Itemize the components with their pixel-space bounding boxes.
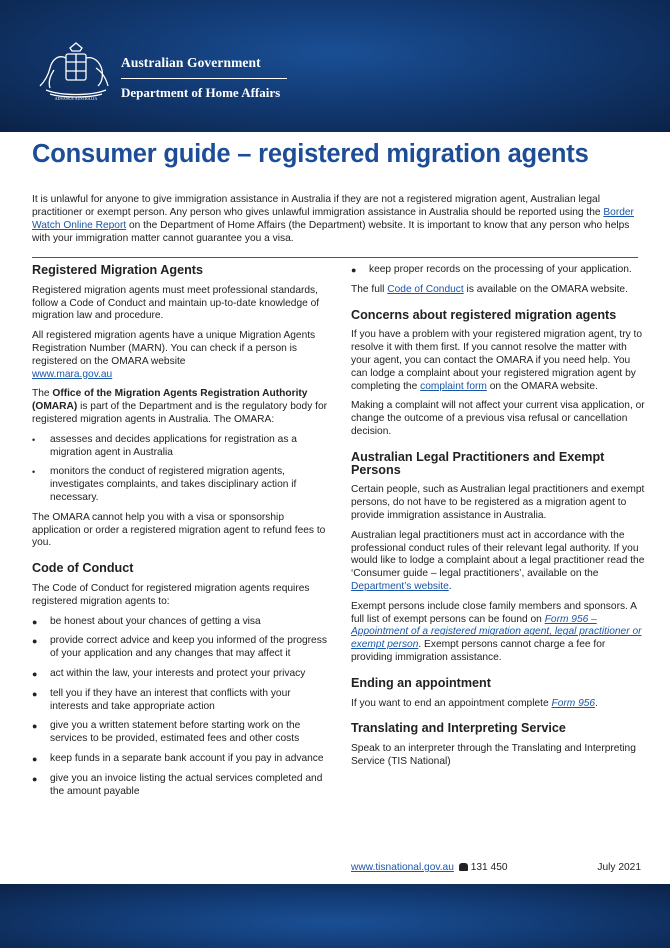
paragraph	[351, 530, 647, 594]
paragraph-text: The full	[351, 283, 388, 295]
paragraph: The Code of Conduct for registered migration agents requires registered migration agents to:	[32, 582, 310, 607]
list-item-text: act within the law, your interests and protect your privacy	[50, 667, 306, 679]
paragraph-text: .	[595, 697, 598, 709]
phone-icon	[459, 863, 468, 871]
intro-paragraph	[32, 193, 642, 245]
bullet-icon: ●	[32, 668, 38, 679]
list-item-text: keep proper records on the processing of your application.	[369, 264, 632, 275]
bullet-icon: ●	[32, 753, 38, 764]
tis-phone: 131 450	[470, 862, 508, 873]
government-wordmark	[121, 55, 287, 101]
paragraph-text: Exempt persons include close family members and sponsors. A full list of exempt persons can be found on	[351, 600, 637, 625]
paragraph: Registered migration agents must meet professional standards, follow a Code of Conduct and maintain up-to-date knowledge of migration law and procedure.	[32, 284, 320, 322]
page-footer	[0, 884, 670, 948]
section-divider	[32, 257, 638, 258]
list-item	[32, 668, 327, 681]
paragraph-text: on the OMARA website.	[486, 380, 598, 392]
paragraph	[32, 388, 327, 426]
bullet-icon: ●	[32, 688, 38, 699]
paragraph-text: Australian legal practitioners must act in accordance with the professional conduct rules of their relevant legal authority. If you would like to lodge a complaint about a legal practitioner read the ‘Consumer guide – legal practitioners’, available on the	[351, 529, 645, 580]
list-item	[32, 720, 327, 746]
paragraph	[351, 601, 647, 665]
bullet-icon: •	[32, 467, 36, 478]
paragraph: Certain people, such as Australian legal practitioners and exempt persons, do not have to be registered as a migration agent to provide immigration assistance in Australia.	[351, 484, 645, 521]
right-column	[351, 264, 647, 776]
paragraph-text: is available on the OMARA website.	[463, 283, 628, 295]
page-title: Consumer guide – registered migration agents	[32, 140, 589, 168]
list-item	[32, 466, 327, 504]
list-item-text: tell you if they have an interest that conflicts with your interests and take appropriate action	[50, 687, 291, 712]
list-item	[32, 616, 327, 629]
list-item	[351, 264, 647, 277]
list-item-text: assesses and decides applications for registration as a migration agent in Australia	[50, 433, 297, 458]
omara-name: Office of the Migration Agents Registration Authority (OMARA)	[32, 388, 308, 413]
bullet-icon: ●	[32, 773, 38, 784]
svg-text:ADVANCE AUSTRALIA: ADVANCE AUSTRALIA	[54, 96, 98, 101]
paragraph	[351, 329, 647, 393]
heading-legal-practitioners: Australian Legal Practitioners and Exempt Persons	[351, 449, 605, 477]
border-watch-link[interactable]: Border Watch Online Report	[32, 207, 634, 231]
paragraph-text: If you have a problem with your registered migration agent, try to resolve it with them first. If you cannot resolve the matter with your agent, you can contact the OMARA if you need help. You can lodge a complaint about your registered migration agent by completing the	[351, 329, 643, 392]
mara-website-link[interactable]: www.mara.gov.au	[32, 368, 113, 380]
paragraph-text: . Exempt persons cannot charge a fee for providing immigration assistance.	[351, 639, 606, 663]
department-name: Department of Home Affairs	[121, 85, 281, 100]
form-956-link[interactable]: Form 956 – Appointment of a registered migration agent, legal practitioner or exempt person	[351, 613, 642, 651]
list-item-text: give you a written statement before starting work on the services to be provided, estimated fees and other costs	[50, 720, 301, 745]
paragraph-text: .	[448, 580, 452, 592]
list-item-text: keep funds in a separate bank account if you pay in advance	[50, 752, 324, 764]
bullet-icon: ●	[32, 721, 38, 732]
list-item-text: be honest about your chances of getting a visa	[50, 615, 261, 627]
paragraph	[351, 284, 647, 297]
paragraph	[32, 330, 327, 381]
paragraph: Making a complaint will not affect your current visa application, or change the outcome of a previous visa refusal or cancellation decision.	[351, 400, 645, 437]
heading-translating: Translating and Interpreting Service	[351, 721, 566, 736]
publication-date: July 2021	[597, 862, 641, 873]
heading-concerns: Concerns about registered migration agents	[351, 307, 617, 322]
paragraph-text: If you want to end an appointment complete	[351, 697, 552, 709]
code-requirements-list-continued	[351, 264, 647, 277]
paragraph: The OMARA cannot help you with a visa or sponsorship application or order a registered migration agent to refund fees to you.	[32, 511, 326, 549]
intro-text-2: on the Department of Home Affairs (the Department) website. It is important to know that any person who helps with your immigration matter cannot guarantee you a visa.	[32, 220, 630, 244]
government-name: Australian Government	[121, 55, 261, 70]
complaint-form-link[interactable]: complaint form	[420, 380, 487, 392]
list-item	[32, 773, 327, 799]
paragraph-text: is part of the Department and is the regulatory body for registered migration agents in Australia. The OMARA:	[32, 401, 328, 425]
form-956-short-link[interactable]: Form 956	[551, 697, 596, 709]
list-item	[32, 635, 327, 661]
contact-line	[351, 862, 641, 873]
code-requirements-list	[32, 616, 327, 799]
left-column	[32, 264, 327, 805]
bullet-icon: ●	[351, 265, 357, 275]
bullet-icon: ●	[32, 636, 38, 647]
heading-registered-agents: Registered Migration Agents	[32, 263, 203, 277]
omara-duties-list	[32, 434, 327, 505]
list-item-text: give you an invoice listing the actual services completed and the amount payable	[50, 772, 323, 797]
list-item	[32, 434, 327, 460]
page-header	[0, 0, 670, 132]
list-item-text: provide correct advice and keep you informed of the progress of your application and any changes that may affect it	[50, 635, 327, 660]
list-item	[32, 753, 327, 766]
bullet-icon: •	[32, 434, 36, 445]
paragraph	[351, 698, 647, 711]
bullet-icon: ●	[32, 616, 38, 627]
paragraph: Speak to an interpreter through the Translating and Interpreting Service (TIS National)	[351, 743, 636, 767]
list-item-text: monitors the conduct of registered migration agents, investigates complaints, and takes disciplinary action if necessary.	[50, 466, 297, 503]
coat-of-arms-logo	[36, 40, 116, 102]
tis-website-link[interactable]: www.tisnational.gov.au	[351, 862, 454, 873]
wordmark-divider	[121, 78, 287, 79]
department-website-link[interactable]: Department’s website	[351, 580, 449, 592]
code-of-conduct-link[interactable]: Code of Conduct	[387, 283, 464, 295]
heading-code-of-conduct: Code of Conduct	[32, 561, 134, 576]
intro-text: It is unlawful for anyone to give immigration assistance in Australia if they are not a registered migration agent, Australian legal practitioner or exempt person. Any person who gives unlawful immigration assistance in Australia should be reported using the	[32, 194, 604, 218]
paragraph-text: All registered migration agents have a unique Migration Agents Registration Number (MARN). You can check if a person is registered on the OMARA website	[32, 330, 316, 367]
heading-ending-appointment: Ending an appointment	[351, 675, 491, 690]
paragraph-text: The	[32, 388, 53, 400]
list-item	[32, 688, 327, 714]
